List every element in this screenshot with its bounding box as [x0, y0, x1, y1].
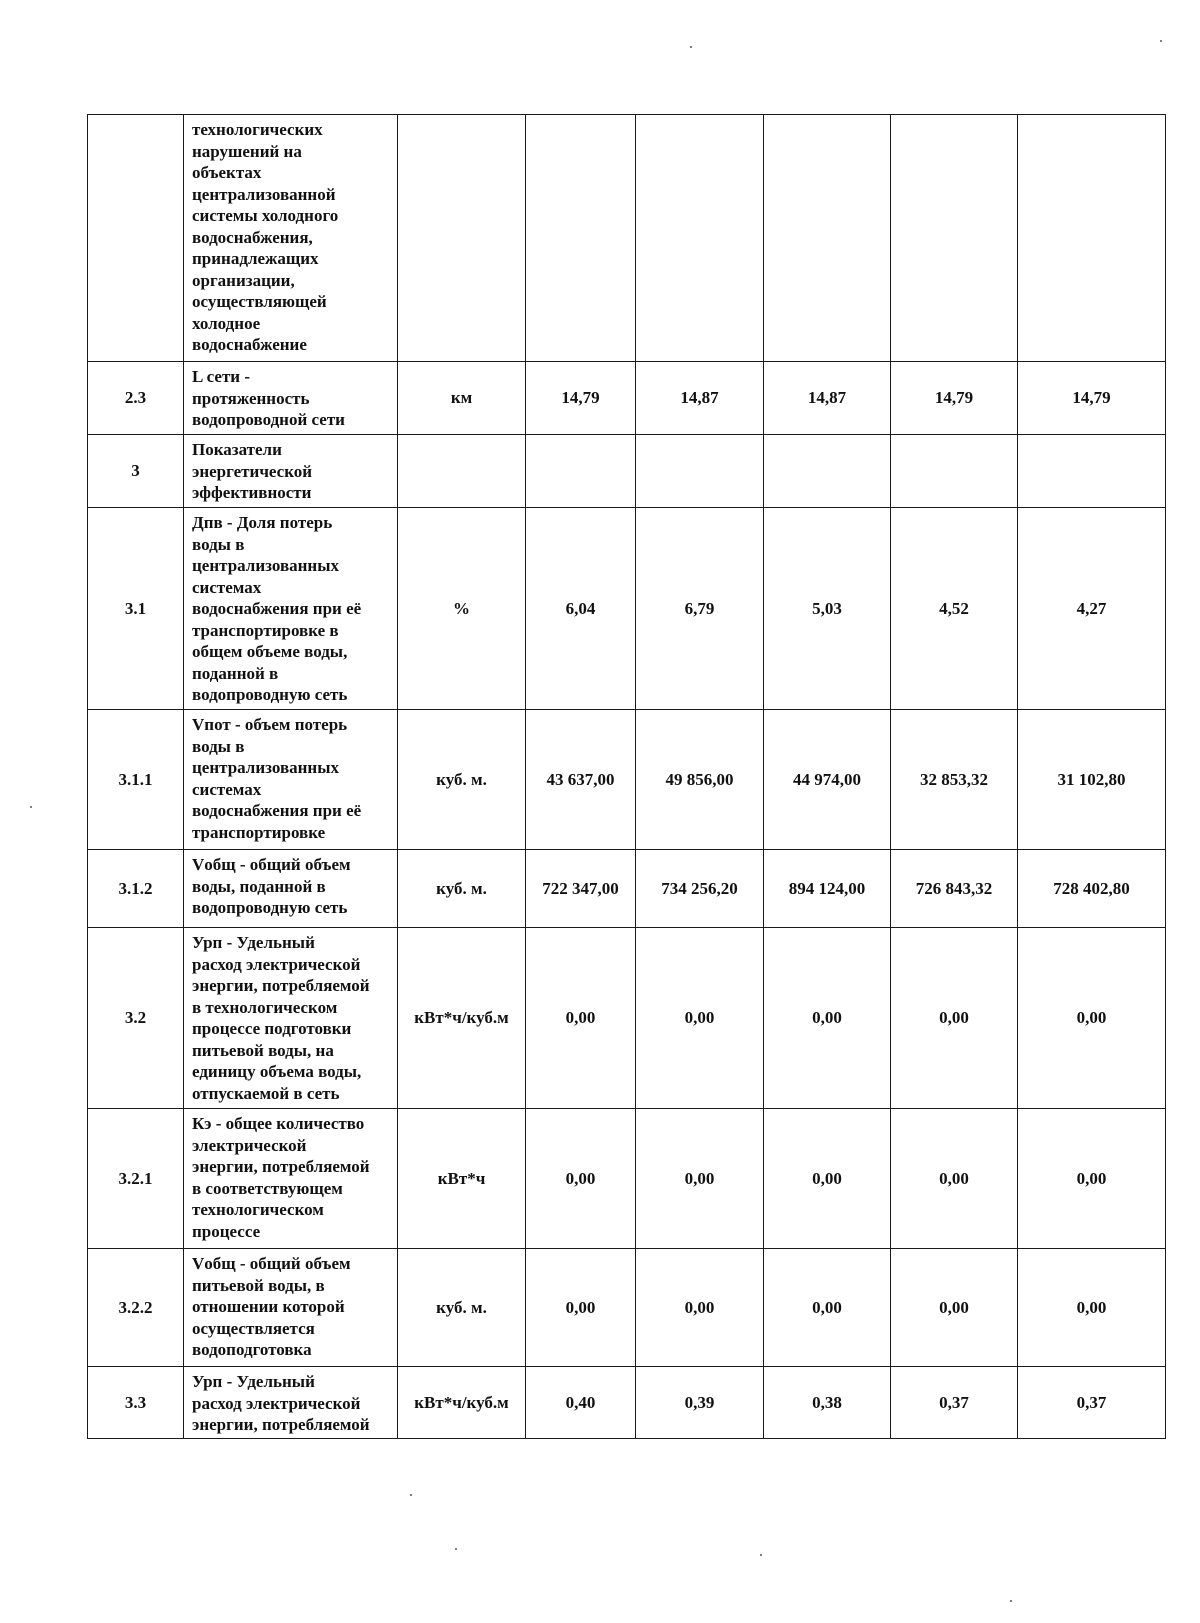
row-description: Показатели энергетической эффективности: [184, 435, 398, 508]
value-cell: [1018, 115, 1166, 362]
value-cell: 0,37: [891, 1367, 1018, 1439]
row-unit: куб. м.: [398, 850, 526, 928]
row-description: Vобщ - общий объем воды, поданной в водопроводную сеть: [184, 850, 398, 928]
scan-speck: [1010, 1600, 1012, 1602]
table-row: [88, 362, 1166, 435]
value-cell: 14,87: [764, 362, 891, 435]
value-cell: [526, 115, 636, 362]
row-description: технологических нарушений на объектах централизованной системы холодного водоснабжения, принадлежащих организации, осуществляющей холодное водоснабжение: [184, 115, 398, 362]
value-cell: 4,52: [891, 508, 1018, 710]
row-number: 3.1: [88, 508, 184, 710]
row-number: 2.3: [88, 362, 184, 435]
row-number: [88, 115, 184, 362]
row-unit: кВт*ч/куб.м: [398, 1367, 526, 1439]
value-cell: 6,04: [526, 508, 636, 710]
value-cell: 14,79: [1018, 362, 1166, 435]
value-cell: 0,00: [636, 1109, 764, 1249]
value-cell: 0,00: [636, 928, 764, 1109]
scan-speck: [410, 1494, 412, 1496]
value-cell: 0,00: [891, 928, 1018, 1109]
value-cell: 0,38: [764, 1367, 891, 1439]
table-row: [88, 1249, 1166, 1367]
value-cell: [526, 435, 636, 508]
table-row: [88, 710, 1166, 850]
row-unit: кВт*ч/куб.м: [398, 928, 526, 1109]
value-cell: 0,00: [891, 1249, 1018, 1367]
value-cell: 0,39: [636, 1367, 764, 1439]
indicators-table: [87, 114, 1166, 1439]
value-cell: 0,00: [764, 1249, 891, 1367]
value-cell: [636, 115, 764, 362]
value-cell: 0,00: [636, 1249, 764, 1367]
table-row: [88, 115, 1166, 362]
scan-speck: [760, 1554, 762, 1556]
value-cell: [891, 115, 1018, 362]
row-description: Кэ - общее количество электрической энергии, потребляемой в соответствующем технологическом процессе: [184, 1109, 398, 1249]
value-cell: 0,00: [1018, 928, 1166, 1109]
row-unit: %: [398, 508, 526, 710]
value-cell: 43 637,00: [526, 710, 636, 850]
row-number: 3.2.1: [88, 1109, 184, 1249]
value-cell: [764, 115, 891, 362]
table-row: [88, 850, 1166, 928]
value-cell: 31 102,80: [1018, 710, 1166, 850]
value-cell: [636, 435, 764, 508]
row-description: Урп - Удельный расход электрической энергии, потребляемой: [184, 1367, 398, 1439]
value-cell: 894 124,00: [764, 850, 891, 928]
value-cell: 14,79: [891, 362, 1018, 435]
table-row: [88, 928, 1166, 1109]
value-cell: [891, 435, 1018, 508]
value-cell: 14,79: [526, 362, 636, 435]
value-cell: 0,00: [526, 928, 636, 1109]
value-cell: 0,37: [1018, 1367, 1166, 1439]
value-cell: 4,27: [1018, 508, 1166, 710]
value-cell: 722 347,00: [526, 850, 636, 928]
value-cell: [1018, 435, 1166, 508]
row-number: 3.2.2: [88, 1249, 184, 1367]
value-cell: 6,79: [636, 508, 764, 710]
row-description: L сети - протяженность водопроводной сети: [184, 362, 398, 435]
table-row: [88, 508, 1166, 710]
table-row: [88, 1367, 1166, 1439]
value-cell: 0,00: [764, 1109, 891, 1249]
value-cell: 0,00: [1018, 1109, 1166, 1249]
row-description: Урп - Удельный расход электрической энергии, потребляемой в технологическом процессе подготовки питьевой воды, на единицу объема воды, отпускаемой в сеть: [184, 928, 398, 1109]
row-number: 3.2: [88, 928, 184, 1109]
row-number: 3.3: [88, 1367, 184, 1439]
row-description: Vпот - объем потерь воды в централизованных системах водоснабжения при её транспортировке: [184, 710, 398, 850]
row-unit: куб. м.: [398, 710, 526, 850]
value-cell: 726 843,32: [891, 850, 1018, 928]
value-cell: [764, 435, 891, 508]
row-number: 3.1.2: [88, 850, 184, 928]
row-unit: [398, 435, 526, 508]
value-cell: 5,03: [764, 508, 891, 710]
row-number: 3.1.1: [88, 710, 184, 850]
value-cell: 0,00: [526, 1249, 636, 1367]
value-cell: 728 402,80: [1018, 850, 1166, 928]
value-cell: 32 853,32: [891, 710, 1018, 850]
row-unit: куб. м.: [398, 1249, 526, 1367]
scan-speck: [1160, 40, 1162, 42]
value-cell: 734 256,20: [636, 850, 764, 928]
row-number: 3: [88, 435, 184, 508]
row-unit: кВт*ч: [398, 1109, 526, 1249]
value-cell: 0,00: [764, 928, 891, 1109]
scan-speck: [30, 806, 32, 808]
value-cell: 14,87: [636, 362, 764, 435]
value-cell: 49 856,00: [636, 710, 764, 850]
row-unit: [398, 115, 526, 362]
scan-speck: [690, 46, 692, 48]
row-description: Дпв - Доля потерь воды в централизованных системах водоснабжения при её транспортировке в общем объеме воды, поданной в водопроводную сеть: [184, 508, 398, 710]
row-description: Vобщ - общий объем питьевой воды, в отношении которой осуществляется водоподготовка: [184, 1249, 398, 1367]
table-row: [88, 1109, 1166, 1249]
value-cell: 0,00: [1018, 1249, 1166, 1367]
scan-speck: [455, 1548, 457, 1550]
row-unit: км: [398, 362, 526, 435]
table-row: [88, 435, 1166, 508]
value-cell: 0,00: [526, 1109, 636, 1249]
value-cell: 0,40: [526, 1367, 636, 1439]
value-cell: 44 974,00: [764, 710, 891, 850]
value-cell: 0,00: [891, 1109, 1018, 1249]
